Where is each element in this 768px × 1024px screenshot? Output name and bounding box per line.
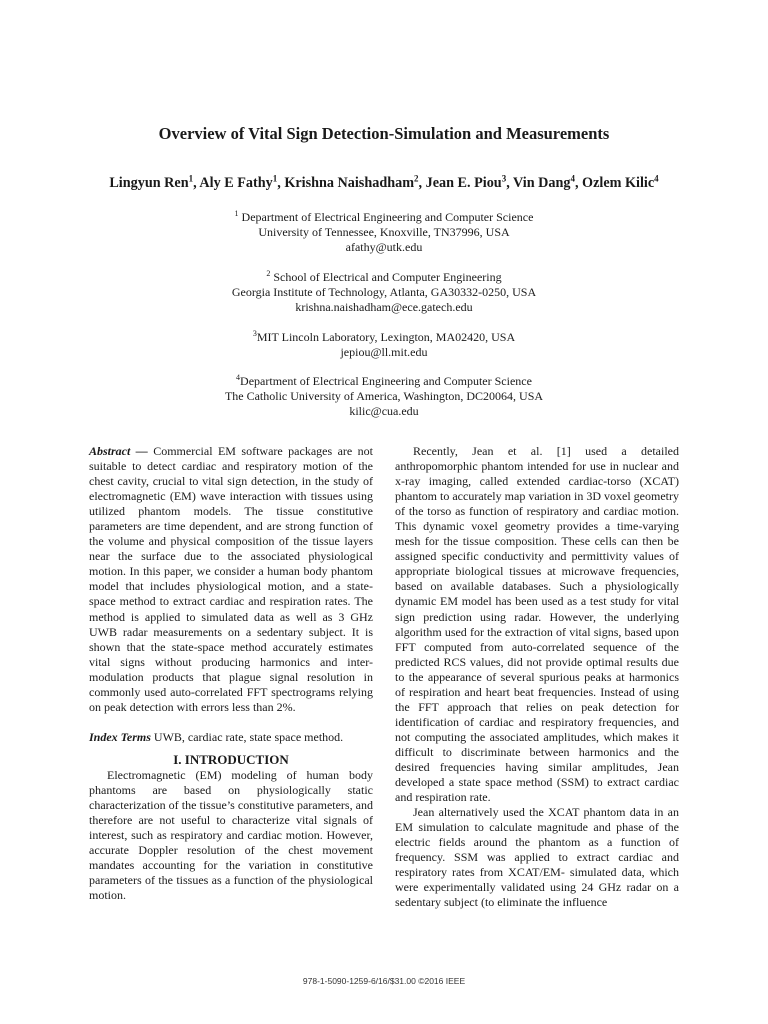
body-paragraph: Jean alternatively used the XCAT phantom data in an EM simulation to calculate magnitude and phase of the electric fields around the phantom as a function of frequency. SSM was applied to extract cardiac and respiratory rates from XCAT/EM- simulated data, which were experimentally validated using 24 GHz radar on a sedentary subject (to eliminate the influence <box>395 805 679 910</box>
author: Jean E. Piou$^3$, <box>425 173 514 191</box>
affiliation-1: $^1$ Department of Electrical Engineering and Computer Science University of Tennessee, Knoxville, TN37996, USA afathy@utk.edu <box>84 206 684 255</box>
intro-paragraph: Electromagnetic (EM) modeling of human body phantoms are based on physiologically static characterization of the tissue’s constitutive parameters, and therefore are not useful to characterize vital signals of interest, such as respiratory and cardiac motion. However, accurate Doppler resolution of the chest movement mandates accounting for the variation in constitutive parameters of the tissues as a function of the physiological motion. <box>89 767 373 903</box>
email-link[interactable]: kilic@cua.edu <box>349 404 419 418</box>
author-list <box>30 173 738 192</box>
body-paragraph: Recently, Jean et al. [1] used a detailed anthropomorphic phantom intended for use in nuclear and x-ray imaging, called extended cardiac-torso (XCAT) phantom to accurately map variation in 3D voxel geometry of the torso as function of respiratory and cardiac motion. This dynamic voxel geometry provides a time-varying mesh for the tissue composition. These cells can then be assigned specific conductivity and permittivity values of appropriate biological tissues at microwave frequencies, based on available databases. Such a physiologically dynamic EM model has been used as a test study for vital sign prediction using radar. However, the underlying algorithm used for the extraction of vital signs, based upon FFT computed from auto-correlated sequence of the predicted RCS values, did not provide optimal results due to the appearance of several spurious peaks at harmonics of respiration and heart beat frequencies. Instead of using the FFT approach that relies on peak detection for identification of cardiac and respiratory frequencies, and not computing the associated amplitudes, which makes it difficult to discriminate between harmonics and the desired frequencies having similar amplitudes, Jean developed a state space method (SSM) to extract cardiac and respiration rate. <box>395 444 679 805</box>
index-terms: Index Terms UWB, cardiac rate, state space method. <box>89 729 344 744</box>
author: Aly E Fathy$^1$, <box>199 173 285 191</box>
email-link[interactable]: jepiou@ll.mit.edu <box>340 345 428 359</box>
author: Krishna Naishadham$^2$, <box>284 173 426 191</box>
left-column <box>89 444 373 903</box>
affiliation-4: $^4$Department of Electrical Engineering and Computer Science The Catholic University of America, Washington, DC20064, USA kilic@cua.edu <box>84 370 684 419</box>
paper-title: Overview of Vital Sign Detection-Simulation and Measurements <box>158 124 610 143</box>
right-column <box>395 444 679 910</box>
abstract: Abstract — Commercial EM software packages are not suitable to detect cardiac and respiratory motion of the chest cavity, crucial to vital sign detection, in the study of electromagnetic (EM) wave interaction with tissues using utilized phantom models. The tissue constitutive parameters are time dependent, and are strong function of the volume and physical composition of the tissue layers near the surface due to the associated physiological motion. In this paper, we consider a human body phantom model that includes physiological motion, and a state-space method to extract cardiac and respiration rates. The method is applied to simulated data as well as 3 GHz UWB radar measurements on a sedentary subject. It is shown that the state-space method accurately estimates vital signs without producing harmonics and inter-modulation products that plague signal resolution in commonly used auto-correlated FFT spectrograms relying on peak detection with errors less than 2%. <box>89 444 373 714</box>
affiliation-2: $^2$ School of Electrical and Computer Engineering Georgia Institute of Technology, Atlanta, GA30332-0250, USA krishna.naishadham@ece.gatech.edu <box>84 266 684 315</box>
copyright-footer: 978-1-5090-1259-6/16/$31.00 ©2016 IEEE <box>302 976 466 986</box>
author: Ozlem Kilic$^4$ <box>582 173 659 191</box>
author: Vin Dang$^4$, <box>513 173 583 191</box>
section-heading-introduction: I. INTRODUCTION <box>173 751 289 767</box>
affiliation-3: $^3$MIT Lincoln Laboratory, Lexington, MA02420, USA jepiou@ll.mit.edu <box>84 326 684 360</box>
author: Lingyun Ren$^1$, <box>109 173 200 191</box>
email-link[interactable]: afathy@utk.edu <box>345 240 423 254</box>
email-link[interactable]: krishna.naishadham@ece.gatech.edu <box>295 300 473 314</box>
